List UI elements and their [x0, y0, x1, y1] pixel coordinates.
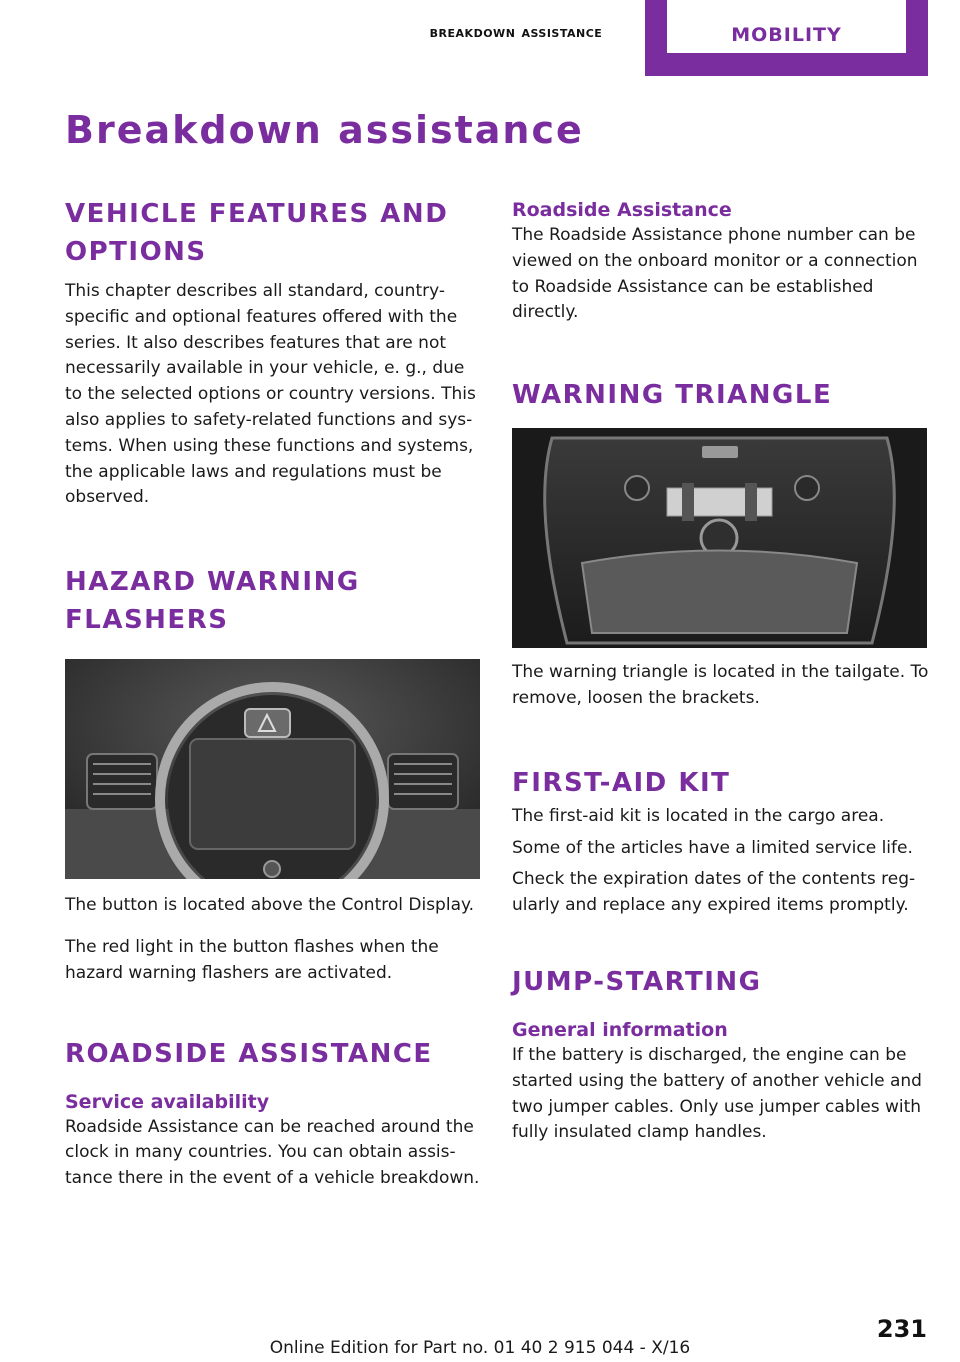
jump-starting-heading: JUMP-STARTING [512, 966, 762, 997]
chapter-tab-label: MOBILITY [667, 0, 906, 53]
first-aid-para-1: The first-aid kit is located in the cargo area. [512, 805, 885, 826]
warning-triangle-body: The warning triangle is located in the tailgate. To remove, loosen the brackets. [512, 662, 929, 708]
roadside-assistance-subheading: Roadside Assistance [512, 199, 732, 221]
left-column [65, 195, 483, 1192]
page-title: Breakdown assistance [65, 108, 584, 152]
warning-triangle-heading: WARNING TRIANGLE [512, 380, 833, 411]
first-aid-para-2: Some of the articles have a limited service life. [512, 837, 913, 858]
vehicle-features-heading: VEHICLE FEATURES AND OPTIONS [65, 199, 449, 267]
hazard-button-image [65, 659, 480, 879]
vehicle-features-body: This chapter describes all standard, country-specific and optional features offered with the series. It also describes features that are not necessarily available in your vehicle, e. g., due to the selected options or country versions. This also applies to safety-related functions and systems. When using these functions and systems, the applicable laws and regulations must be observed. [65, 281, 476, 508]
right-air-vent [388, 754, 458, 809]
general-information-body: If the battery is discharged, the engine can be started using the battery of another vehicle and two jumper cables. Only use jumper cables with fully insulated clamp handles. [512, 1044, 922, 1143]
running-header-section: breakdown assistance [429, 22, 603, 41]
general-information-subheading: General information [512, 1018, 728, 1041]
service-availability-body: Roadside Assistance can be reached around the clock in many countries. You can obtain assistance there in the event of a vehicle breakdown. [65, 1116, 480, 1189]
tailgate-image [512, 428, 927, 648]
roadside-assistance-body: The Roadside Assistance phone number can be viewed on the onboard monitor or a connection to Roadside Assistance can be established directly. [512, 225, 918, 323]
first-aid-para-3: Check the expiration dates of the contents regularly and replace any expired items promptly. [512, 869, 916, 916]
hazard-para-2: The red light in the button flashes when the hazard warning flashers are activated. [65, 936, 439, 983]
bracket-right [745, 483, 757, 521]
page-number: 231 [876, 1315, 927, 1343]
chapter-tab[interactable] [645, 0, 928, 76]
right-column [512, 197, 930, 1146]
service-availability-subheading: Service availability [65, 1090, 270, 1113]
roadside-heading: ROADSIDE ASSISTANCE [65, 1038, 433, 1069]
control-display-screen [190, 739, 355, 849]
hazard-button [245, 709, 290, 737]
bracket-left [682, 483, 694, 521]
hazard-heading: HAZARD WARNING FLASHERS [65, 567, 360, 636]
edition-footer: Online Edition for Part no. 01 40 2 915 044 - X/16 [269, 1338, 691, 1358]
left-air-vent [87, 754, 157, 809]
hazard-para-1: The button is located above the Control Display. [65, 895, 475, 916]
first-aid-heading: FIRST-AID KIT [512, 767, 731, 798]
